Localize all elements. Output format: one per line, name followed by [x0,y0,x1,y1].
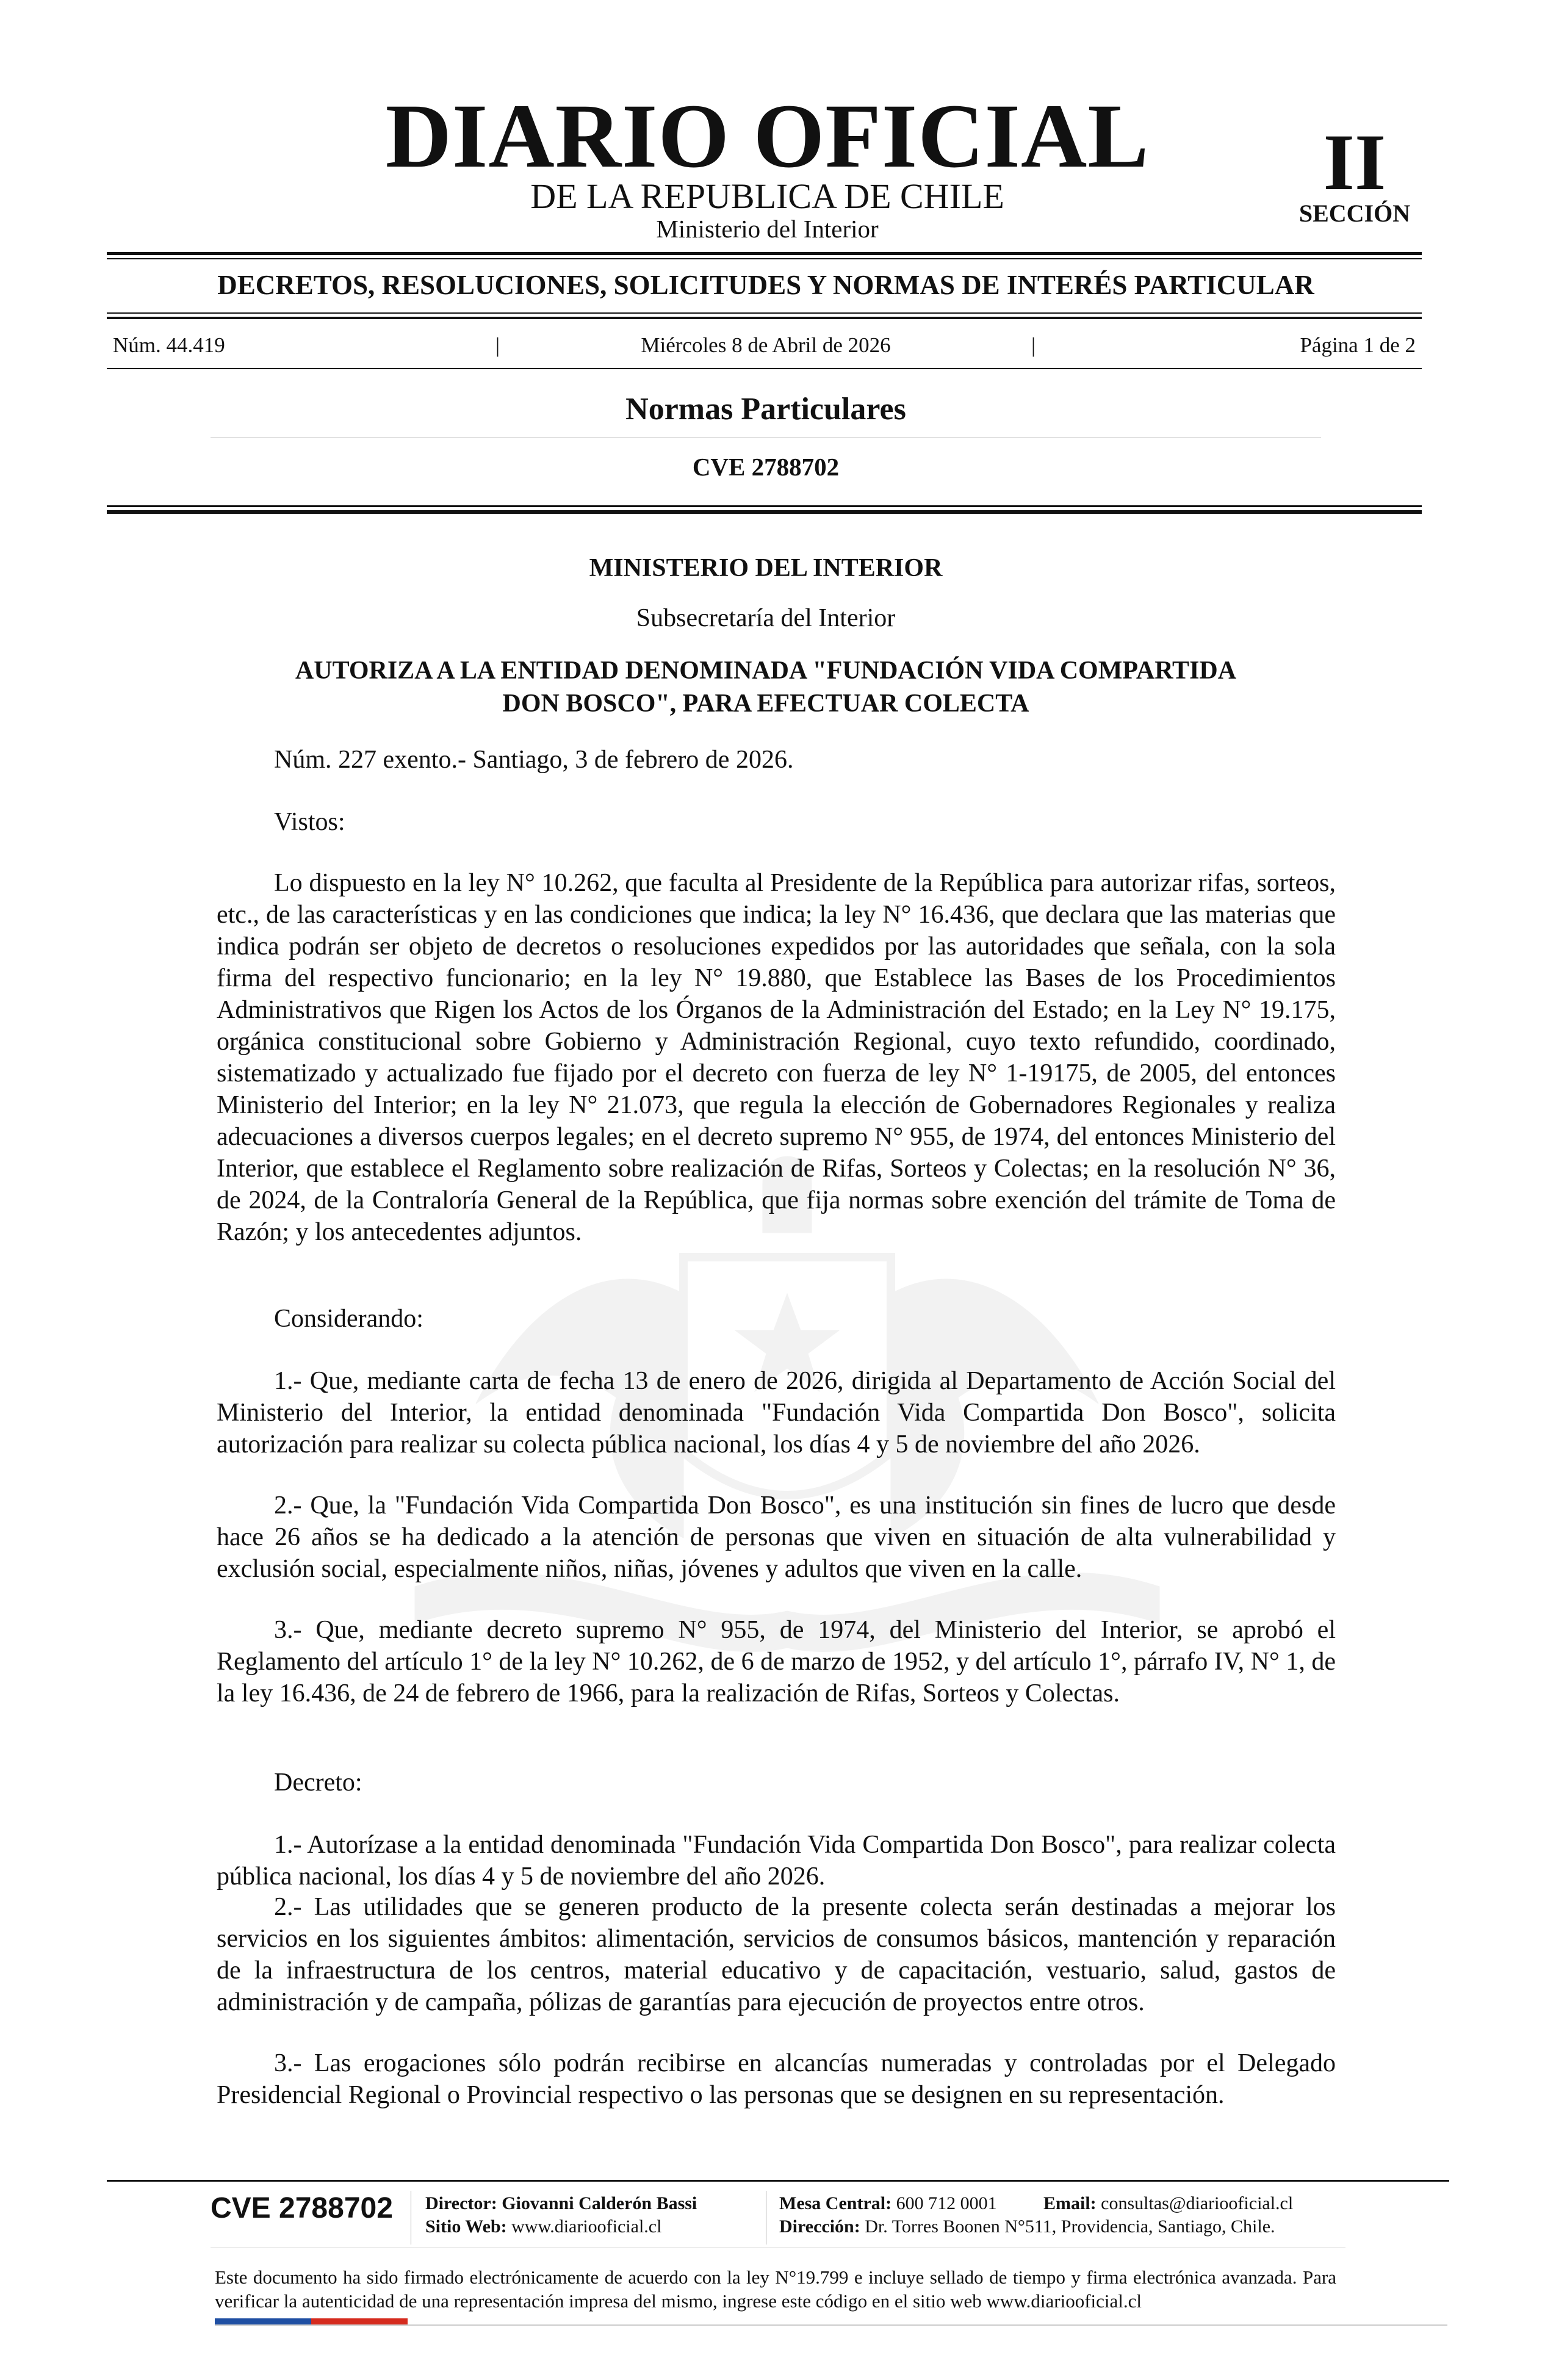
email-label: Email: [1043,2193,1097,2213]
edition-page: Página 1 de 2 [1300,333,1416,357]
considerando-label: Considerando: [274,1305,423,1333]
header-rule [107,510,1422,514]
edition-separator: | [495,333,500,357]
decreto-item: 3.- Las erogaciones sólo podrán recibirse en alcancías numeradas y controladas por el Delegado Presidencial Regional o Provincial respectivo o las personas que se designen en su representación. [217,2049,1336,2109]
address-value: Dr. Torres Boonen N°511, Providencia, Santiago, Chile. [865,2216,1275,2237]
phone-label: Mesa Central: [779,2193,892,2213]
director-label: Director: [425,2193,497,2213]
flag-stripe-red [311,2318,408,2324]
vistos-paragraph: Lo dispuesto en la ley N° 10.262, que faculta al Presidente de la República para autorizar rifas, sorteos, etc., de las características y en las condiciones que indica; la ley N° 16.436, que declara que las materias que indica podrán ser objeto de decretos o resoluciones expedidos por las autoridades que señala, con la sola firma del respectivo funcionario; en la ley N° 19.880, que Establece las Bases de los Procedimientos Administrativos que Rigen los Actos de los Órganos de la Administración del Estado; en la Ley N° 19.175, orgánica constitucional sobre Gobierno y Administración Regional, cuyo texto refundido, coordinado, sistematizado y actualizado fue fijado por el decreto con fuerza de ley N° 1-19175, de 2005, del entonces Ministerio del Interior; en la ley N° 21.073, que regula la elección de Gobernadores Regionales y realiza adecuaciones a diversos cuerpos legales; en el decreto supremo N° 955, de 1974, del entonces Ministerio del Interior, que establece el Reglamento sobre realización de Rifas, Sorteos y Colectas; en la resolución N° 36, de 2024, de la Contraloría General de la República, que fija normas sobre exención del trámite de Toma de Razón; y los antecedentes adjuntos. [217,869,1336,1246]
header-rule-thin [107,505,1422,507]
edition-rule [107,368,1422,369]
footer-bottom-rule [215,2324,1447,2326]
decreto-label: Decreto: [274,1769,362,1797]
footer-cve-code: CVE 2788702 [211,2192,393,2224]
masthead-subtitle: DE LA REPUBLICA DE CHILE [530,176,1004,216]
footer-rule [107,2180,1449,2182]
footer-director [425,2192,697,2215]
document-title [217,654,1315,720]
decreto-item: 1.- Autorízase a la entidad denominada "Fundación Vida Compartida Don Bosco", para realizar colecta pública nacional, los días 4 y 5 de noviembre del año 2026. [217,1831,1336,1891]
section-label: SECCIÓN [1298,200,1411,227]
masthead-title: DIARIO OFICIAL [385,85,1150,187]
section-banner: DECRETOS, RESOLUCIONES, SOLICITUDES Y NORMAS DE INTERÉS PARTICULAR [217,270,1314,300]
footer-website [425,2215,661,2238]
section-numeral: II [1323,117,1386,207]
issuer-heading: MINISTERIO DEL INTERIOR [589,554,943,582]
considerando-item: 1.- Que, mediante carta de fecha 13 de enero de 2026, dirigida al Departamento de Acción Social del Ministerio del Interior, la entidad denominada "Fundación Vida Compartida Don Bosco", solicita autorización para realizar su colecta pública nacional, los días 4 y 5 de noviembre del año 2026. [217,1367,1336,1459]
vistos-label: Vistos: [274,808,345,836]
masthead-ministry: Ministerio del Interior [656,215,879,243]
director-name: Giovanni Calderón Bassi [502,2193,697,2213]
banner-rule-thin [107,312,1422,314]
decree-number-line: Núm. 227 exento.- Santiago, 3 de febrero de 2026. [274,746,794,774]
masthead-rule [107,252,1422,255]
cve-code: CVE 2788702 [692,453,840,481]
footer-email [1043,2192,1293,2215]
decreto-item: 2.- Las utilidades que se generen producto de la presente colecta serán destinadas a mejorar los servicios en los siguientes ámbitos: alimentación, servicios de consumos básicos, mantención y reparación de la infraestructura de los centros, material educativo y de capacitación, vestuario, salud, gastos de administración y de campaña, pólizas de garantías para ejecución de proyectos entre otros. [217,1893,1336,2016]
edition-number: Núm. 44.419 [113,333,225,357]
considerando-item: 2.- Que, la "Fundación Vida Compartida Don Bosco", es una institución sin fines de lucro que desde hace 26 años se ha dedicado a la atención de personas que viven en situación de alta vulnerabilidad y exclusión social, especialmente niños, niñas, jóvenes y adultos que viven en la calle. [217,1491,1336,1583]
masthead-rule-thin [107,258,1422,259]
address-label: Dirección: [779,2216,860,2237]
category-heading: Normas Particulares [625,392,906,427]
website-link[interactable]: www.diariooficial.cl [511,2216,662,2237]
phone-number: 600 712 0001 [896,2193,997,2213]
edition-separator: | [1031,333,1036,357]
considerando-item: 3.- Que, mediante decreto supremo N° 955, de 1974, del Ministerio del Interior, se aprobó el Reglamento del artículo 1° de la ley N° 10.262, de 6 de marzo de 1952, y del artículo 1°, párrafo IV, N° 1, de la ley 16.436, de 24 de febrero de 1966, para la realización de Rifas, Sorteos y Colectas. [217,1616,1336,1707]
edition-date: Miércoles 8 de Abril de 2026 [641,333,891,357]
footer-phone [779,2192,997,2215]
sub-issuer: Subsecretaría del Interior [636,604,896,632]
document-title-line: AUTORIZA A LA ENTIDAD DENOMINADA "FUNDACIÓN VIDA COMPARTIDA [295,657,1237,685]
email-link[interactable]: consultas@diariooficial.cl [1101,2193,1294,2213]
website-label: Sitio Web: [425,2216,507,2237]
footer-address [779,2215,1275,2238]
banner-rule [107,317,1422,319]
document-title-line: DON BOSCO", PARA EFECTUAR COLECTA [502,690,1029,718]
flag-stripe-blue [215,2318,311,2324]
electronic-signature-notice: Este documento ha sido firmado electrónicamente de acuerdo con la ley N°19.799 e incluye sellado de tiempo y firma electrónica avanzada. Para verificar la autenticidad de una representación impresa del mismo, ingrese este código en el sitio web www.diariooficial.cl [215,2266,1336,2312]
category-rule [211,437,1321,438]
